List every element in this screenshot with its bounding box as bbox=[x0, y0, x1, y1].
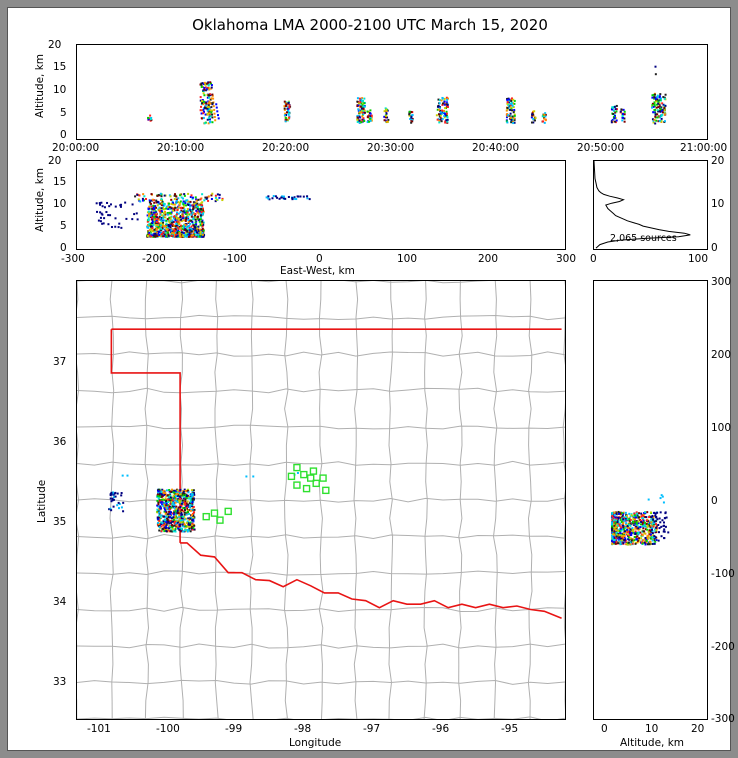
ax1-xtick-3: 20:30:00 bbox=[367, 142, 415, 154]
ax5-ytick-200: 200 bbox=[711, 349, 732, 361]
ax5-ytick-m100: -100 bbox=[711, 568, 735, 580]
ax4-ytick-34: 34 bbox=[53, 596, 67, 608]
ax1-xtick-1: 20:10:00 bbox=[157, 142, 205, 154]
ax3-ytick-20: 20 bbox=[711, 155, 725, 167]
ax1-ytick-0: 0 bbox=[60, 129, 67, 141]
map-plan-view-panel[interactable] bbox=[76, 280, 566, 720]
ax4-xtick-3: -98 bbox=[294, 723, 312, 735]
ax2-xtick-2: -100 bbox=[223, 253, 247, 265]
ax1-xtick-2: 20:20:00 bbox=[262, 142, 310, 154]
ax2-xtick-4: 100 bbox=[397, 253, 418, 265]
ax4-xtick-5: -96 bbox=[432, 723, 450, 735]
ax5-ytick-100: 100 bbox=[711, 422, 732, 434]
ax5-xtick-20: 20 bbox=[691, 723, 705, 735]
ax2-xtick-5: 200 bbox=[478, 253, 499, 265]
east-west-height-panel[interactable] bbox=[76, 160, 566, 250]
ax3-ytick-10: 10 bbox=[711, 198, 725, 210]
ax5-xlabel: Altitude, km bbox=[620, 737, 685, 749]
ax4-ytick-37: 37 bbox=[53, 356, 67, 368]
ax2-ytick-15: 15 bbox=[53, 176, 67, 188]
ax2-xtick-6: 300 bbox=[556, 253, 577, 265]
ax4-ytick-35: 35 bbox=[53, 516, 67, 528]
ax1-ytick-15: 15 bbox=[53, 61, 67, 73]
ax4-xtick-4: -97 bbox=[363, 723, 381, 735]
ax2-ylabel: Altitude, km bbox=[34, 167, 46, 232]
east-west-height-plot bbox=[77, 161, 565, 249]
ax2-ytick-20: 20 bbox=[48, 155, 62, 167]
ax4-xlabel: Longitude bbox=[289, 737, 342, 749]
north-south-altitude-plot bbox=[594, 281, 707, 719]
ax4-xtick-0: -101 bbox=[87, 723, 111, 735]
figure-title: Oklahoma LMA 2000-2100 UTC March 15, 2020 bbox=[192, 16, 548, 34]
map-plot bbox=[77, 281, 565, 719]
ax5-ytick-m200: -200 bbox=[711, 641, 735, 653]
ax5-ytick-0: 0 bbox=[711, 495, 718, 507]
ax1-ylabel: Altitude, km bbox=[34, 53, 46, 118]
ax1-ytick-10: 10 bbox=[53, 84, 67, 96]
ax4-ytick-36: 36 bbox=[53, 436, 67, 448]
ax4-xtick-1: -100 bbox=[156, 723, 180, 735]
ax2-ytick-5: 5 bbox=[60, 220, 67, 232]
ax3-xtick-0: 0 bbox=[590, 253, 597, 265]
ax5-xtick-0: 0 bbox=[601, 723, 608, 735]
ax4-ylabel: Latitude bbox=[36, 479, 48, 523]
ax4-ytick-33: 33 bbox=[53, 676, 67, 688]
ax1-ytick-5: 5 bbox=[60, 107, 67, 119]
ax4-xtick-2: -99 bbox=[225, 723, 243, 735]
ax3-xtick-100: 100 bbox=[688, 253, 709, 265]
ax1-xtick-5: 20:50:00 bbox=[577, 142, 625, 154]
ax5-ytick-300: 300 bbox=[711, 276, 732, 288]
ax3-ytick-0: 0 bbox=[711, 242, 718, 254]
time-height-plot bbox=[77, 45, 707, 139]
ax2-ytick-0: 0 bbox=[60, 242, 67, 254]
north-south-altitude-panel[interactable] bbox=[593, 280, 708, 720]
ax2-xtick-1: -200 bbox=[142, 253, 166, 265]
ax2-xlabel: East-West, km bbox=[280, 265, 355, 277]
ax5-ytick-m300: -300 bbox=[711, 713, 735, 725]
ax5-xtick-10: 10 bbox=[645, 723, 659, 735]
source-count-label: 2,065 sources bbox=[610, 233, 677, 244]
ax2-ytick-10: 10 bbox=[53, 198, 67, 210]
ax1-xtick-0: 20:00:00 bbox=[52, 142, 100, 154]
time-height-panel[interactable] bbox=[76, 44, 708, 140]
figure-canvas bbox=[7, 7, 735, 751]
ax2-xtick-0: -300 bbox=[61, 253, 85, 265]
ax1-xtick-4: 20:40:00 bbox=[472, 142, 520, 154]
ax1-ytick-20: 20 bbox=[48, 39, 62, 51]
altitude-histogram-panel[interactable] bbox=[593, 160, 708, 250]
ax1-xtick-6: 21:00:00 bbox=[680, 142, 728, 154]
ax4-xtick-6: -95 bbox=[501, 723, 519, 735]
ax2-xtick-3: 0 bbox=[316, 253, 323, 265]
